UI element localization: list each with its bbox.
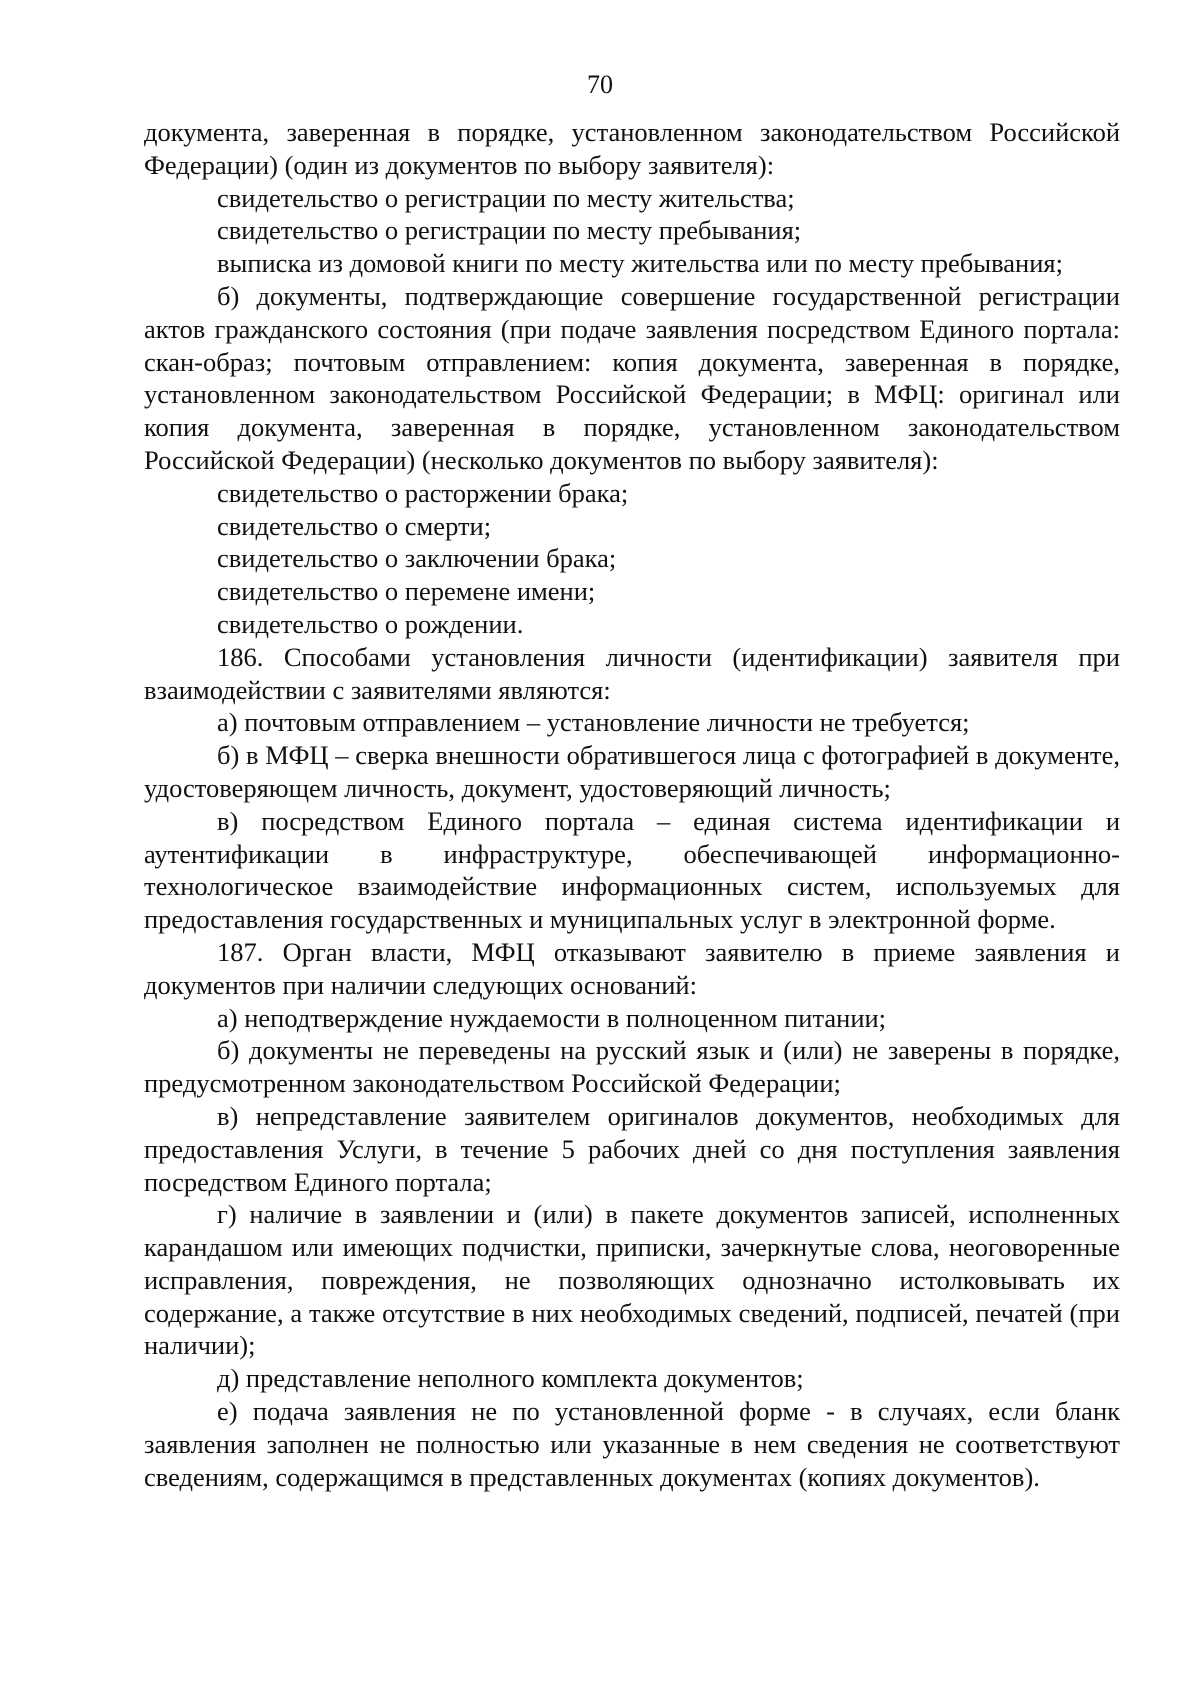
paragraph: б) в МФЦ – сверка внешности обратившегося лица с фотографией в документе, удостоверяющем личность, документ, удостоверяющий личность; [144,740,1120,803]
paragraph: свидетельство о расторжении брака; [217,477,629,508]
paragraph: свидетельство о регистрации по месту пребывания; [217,215,802,246]
paragraph: документа, заверенная в порядке, установленном законодательством Российской Федерации) (один из документов по выбору заявителя): [144,117,1120,180]
document-body [144,116,1120,1493]
paragraph: е) подача заявления не по установленной форме - в случаях, если бланк заявления заполнен не полностью или указанные в нем сведения не соответствуют сведениям, содержащимся в представленных документах (копиях документов). [144,1396,1120,1492]
paragraph: а) неподтверждение нуждаемости в полноценном питании; [217,1002,887,1033]
paragraph: д) представление неполного комплекта документов; [217,1363,804,1394]
paragraph: выписка из домовой книги по месту жительства или по месту пребывания; [217,248,1063,279]
paragraph: свидетельство о смерти; [217,510,492,541]
paragraph: свидетельство о перемене имени; [217,576,596,607]
paragraph: 186. Способами установления личности (идентификации) заявителя при взаимодействии с заявителями являются: [144,641,1120,705]
paragraph: г) наличие в заявлении и (или) в пакете документов записей, исполненных карандашом или имеющих подчистки, приписки, зачеркнутые слова, неоговоренные исправления, повреждения, не позволяющих однозначно истолковывать их содержание, а также отсутствие в них необходимых сведений, подписей, печатей (при наличии); [144,1199,1120,1361]
paragraph: 187. Орган власти, МФЦ отказывают заявителю в приеме заявления и документов при наличии следующих оснований: [144,936,1120,1000]
paragraph: в) непредставление заявителем оригиналов документов, необходимых для предоставления Услуги, в течение 5 рабочих дней со дня поступления заявления посредством Единого портала; [144,1100,1120,1197]
paragraph: свидетельство о заключении брака; [217,543,617,574]
paragraph: в) посредством Единого портала – единая система идентификации и аутентификации в инфраструктуре, обеспечивающей информационно-технологическое взаимодействие информационных систем, используемых для предоставления государственных и муниципальных услуг в электронной форме. [144,805,1120,935]
paragraph: б) документы не переведены на русский язык и (или) не заверены в порядке, предусмотренном законодательством Российской Федерации; [144,1035,1120,1099]
paragraph: свидетельство о регистрации по месту жительства; [217,182,795,213]
page-number: 70 [587,70,613,99]
paragraph: б) документы, подтверждающие совершение государственной регистрации актов гражданского состояния (при подаче заявления посредством Единого портала: скан-образ; почтовым отправлением: копия документа, заверенная в порядке, установленном законодательством Российской Федерации; в МФЦ: оригинал или копия документа, заверенная в порядке, установленном законодательством Российской Федерации) (несколько документов по выбору заявителя): [144,280,1120,475]
paragraph: свидетельство о рождении. [217,608,524,639]
paragraph: а) почтовым отправлением – установление личности не требуется; [217,707,970,738]
